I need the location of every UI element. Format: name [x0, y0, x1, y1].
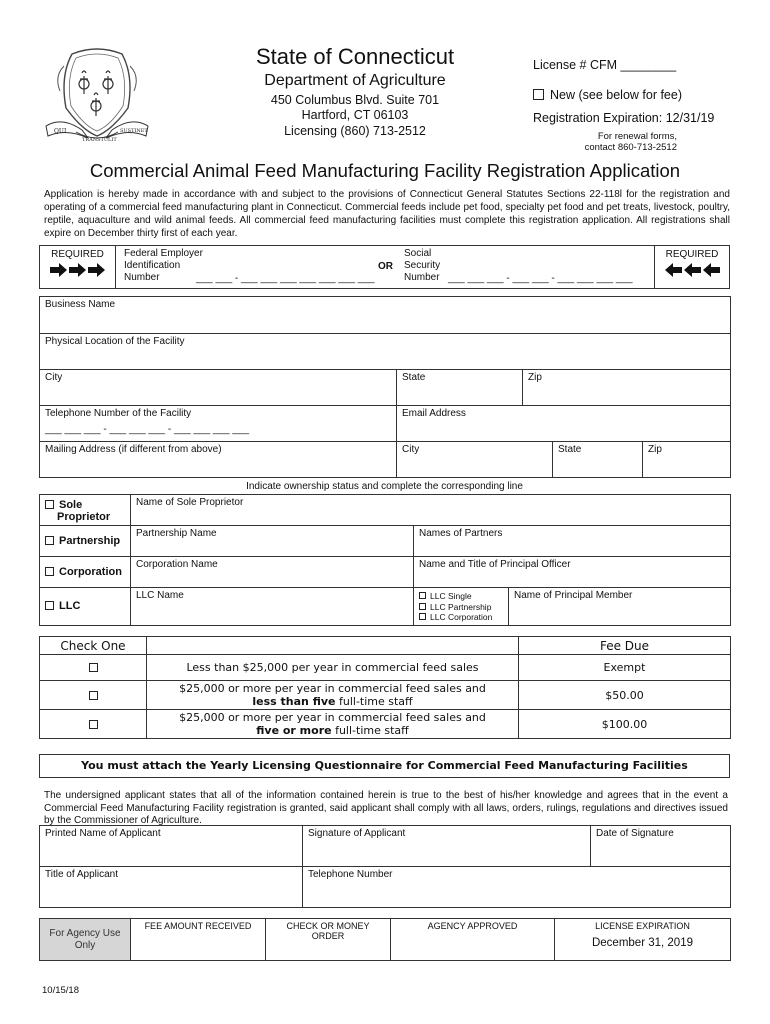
- applicant-telephone-field[interactable]: [303, 867, 731, 908]
- llc-corporation-checkbox[interactable]: [419, 613, 426, 620]
- zip-label: Zip: [528, 372, 542, 383]
- printed-name-field[interactable]: [40, 826, 303, 867]
- fee-row-3-desc-line1: $25,000 or more per year in commercial feed sales and: [179, 711, 486, 724]
- agency-use-line-2: Only: [74, 939, 96, 951]
- signature-field[interactable]: [303, 826, 591, 867]
- llc-type-options: [414, 588, 509, 626]
- fee-row-3-amount: $100.00: [519, 710, 731, 739]
- fee-row-3-description: [147, 710, 519, 739]
- fee-received-label: FEE AMOUNT RECEIVED: [144, 921, 252, 931]
- corporation-label: Corporation: [59, 566, 122, 578]
- fee-row-2-desc-rest: full-time staff: [335, 695, 413, 708]
- physical-location-field[interactable]: [40, 334, 731, 370]
- physical-location-label: Physical Location of the Facility: [45, 336, 185, 347]
- id-number-row: [39, 245, 730, 289]
- registration-expiration: Registration Expiration: 12/31/19: [533, 111, 715, 125]
- ssn-label-1: Social: [404, 248, 432, 259]
- renewal-note: [533, 131, 677, 153]
- llc-name-label: LLC Name: [136, 590, 184, 601]
- fee-row-3-desc-line2: [151, 724, 514, 737]
- agency-use-line-1: For Agency Use: [49, 927, 121, 939]
- license-number-field[interactable]: License # CFM ________: [533, 58, 677, 72]
- arrow-right-icons: [40, 263, 115, 282]
- fee-row-3-desc-bold: five or more: [256, 724, 332, 737]
- fee-table: [39, 636, 731, 739]
- new-registration-label: New (see below for fee): [550, 88, 683, 102]
- partnership-option[interactable]: [40, 526, 131, 557]
- mailing-zip-field[interactable]: [643, 442, 731, 478]
- sole-proprietor-checkbox[interactable]: [45, 500, 54, 509]
- fein-label-2: Identification: [124, 260, 181, 271]
- corporation-option[interactable]: [40, 557, 131, 588]
- applicant-telephone-label: Telephone Number: [308, 869, 393, 880]
- agency-use-table: [39, 918, 731, 961]
- fee-row-1-amount: Exempt: [519, 655, 731, 681]
- applicant-title-label: Title of Applicant: [45, 869, 119, 880]
- check-money-order-field: [266, 919, 391, 961]
- fee-row-1-checkbox[interactable]: [89, 663, 98, 672]
- fee-row-2-description: [147, 681, 519, 710]
- principal-member-label: Name of Principal Member: [514, 590, 633, 601]
- ssn-label-2: Security: [404, 260, 441, 271]
- fee-row-2-desc-bold: less than five: [252, 695, 336, 708]
- sole-proprietor-name-field[interactable]: [131, 495, 731, 526]
- form-title: Commercial Animal Feed Manufacturing Facility Registration Application: [89, 160, 681, 181]
- fein-label-3: Number: [124, 272, 160, 283]
- llc-checkbox[interactable]: [45, 601, 54, 610]
- ssn-label-3: Number: [404, 272, 440, 283]
- or-label: OR: [378, 261, 393, 272]
- svg-text:SUSTINET: SUSTINET: [120, 128, 148, 134]
- printed-name-label: Printed Name of Applicant: [45, 828, 161, 839]
- fee-row-2-desc-line2: [151, 695, 514, 708]
- sole-proprietor-name-label: Name of Sole Proprietor: [136, 497, 244, 508]
- signature-date-label: Date of Signature: [596, 828, 674, 839]
- ownership-instruction: Indicate ownership status and complete the corresponding line: [246, 481, 523, 492]
- attach-notice: You must attach the Yearly Licensing Questionnaire for Commercial Feed Manufacturing Facilities: [39, 754, 730, 778]
- facility-info-table: [39, 296, 731, 478]
- licensing-phone: Licensing (860) 713-2512: [284, 124, 426, 138]
- state-seal: [42, 46, 152, 146]
- email-label: Email Address: [402, 408, 466, 419]
- new-registration-checkbox[interactable]: [533, 89, 544, 100]
- fee-row-3-checkbox[interactable]: [89, 720, 98, 729]
- form-revision-date: 10/15/18: [42, 985, 79, 996]
- partnership-label: Partnership: [59, 535, 121, 547]
- corporation-checkbox[interactable]: [45, 567, 54, 576]
- llc-single-checkbox[interactable]: [419, 592, 426, 599]
- llc-corporation-label: LLC Corporation: [430, 612, 493, 622]
- check-one-header: Check One: [40, 637, 147, 655]
- city-label: City: [45, 372, 63, 383]
- intro-paragraph: Application is hereby made in accordance with and subject to the provisions of Connecticut General Statutes Sections 22-118l for the registration and operating of a commercial feed manufacturing plant in Connecticut. Commercial feeds include pet food, specialty pet food and pet treats, livestock, poultry, reptile, aquaculture and wild animal feeds. All commercial feed manufacturing facilities must complete this registration application. All registrations shall expire on December thirty first of each year.: [44, 189, 730, 239]
- principal-member-field[interactable]: [509, 588, 731, 626]
- ownership-table: [39, 494, 731, 626]
- llc-corporation-option[interactable]: [419, 612, 503, 623]
- arrow-left-icons: [655, 263, 729, 282]
- agency-approved-field: [391, 919, 555, 961]
- renewal-line-1: For renewal forms,: [597, 131, 677, 142]
- license-expiration-value: December 31, 2019: [591, 937, 693, 949]
- department-title: Department of Agriculture: [264, 72, 446, 89]
- mailing-address-label: Mailing Address (if different from above): [45, 444, 222, 455]
- check-money-order-label: CHECK OR MONEY ORDER: [286, 921, 370, 941]
- mailing-state-label: State: [558, 444, 582, 455]
- address-line-2: Hartford, CT 06103: [301, 108, 409, 122]
- fee-row-2-amount: $50.00: [519, 681, 731, 710]
- partners-names-label: Names of Partners: [419, 528, 503, 539]
- mailing-city-field[interactable]: [397, 442, 553, 478]
- partnership-checkbox[interactable]: [45, 536, 54, 545]
- llc-name-field[interactable]: [131, 588, 414, 626]
- signature-date-field[interactable]: [591, 826, 731, 867]
- llc-single-label: LLC Single: [430, 591, 472, 601]
- ssn-input[interactable]: ___ ___ ___ - ___ ___ - ___ ___ ___ ___: [448, 273, 633, 284]
- mailing-address-field[interactable]: [40, 442, 397, 478]
- agency-use-label: [40, 919, 131, 961]
- business-name-label: Business Name: [45, 299, 116, 310]
- principal-officer-label: Name and Title of Principal Officer: [419, 559, 571, 570]
- state-label: State: [402, 372, 426, 383]
- signature-table: [39, 825, 731, 908]
- telephone-label: Telephone Number of the Facility: [45, 408, 192, 419]
- corporation-name-label: Corporation Name: [136, 559, 218, 570]
- telephone-input[interactable]: ___ ___ ___ - ___ ___ ___ - ___ ___ ___ ___: [45, 424, 250, 435]
- license-expiration-label: LICENSE EXPIRATION: [595, 921, 690, 931]
- telephone-field[interactable]: [40, 406, 397, 442]
- license-expiration-field: [555, 919, 731, 961]
- certification-paragraph: The undersigned applicant states that all of the information contained herein is true to the best of his/her knowledge and agrees that in the event a Commercial Feed Manufacturing Facility registration is granted, said applicant shall comply with all laws, orders, rulings, regulations and directives issued by the Commissioner of Agriculture.: [44, 790, 728, 826]
- partners-names-field[interactable]: [414, 526, 731, 557]
- renewal-line-2: contact 860-713-2512: [584, 142, 677, 153]
- fee-row-1-description: Less than $25,000 per year in commercial feed sales: [147, 655, 519, 681]
- sole-proprietor-label-1: Sole: [59, 499, 83, 511]
- address-line-1: 450 Columbus Blvd. Suite 701: [270, 93, 440, 107]
- svg-text:TRANSTULIT: TRANSTULIT: [82, 137, 117, 143]
- fee-row-2-check[interactable]: [40, 681, 147, 710]
- signature-label: Signature of Applicant: [308, 828, 406, 839]
- mailing-zip-label: Zip: [648, 444, 662, 455]
- fein-input[interactable]: ___ ___ - ___ ___ ___ ___ ___ ___ ___: [196, 273, 375, 284]
- fee-row-2-checkbox[interactable]: [89, 691, 98, 700]
- fee-row-3-check[interactable]: [40, 710, 147, 739]
- fein-label-1: Federal Employer: [124, 248, 203, 259]
- required-right-label: REQUIRED: [665, 249, 719, 260]
- fee-received-field: [131, 919, 266, 961]
- state-field[interactable]: [397, 370, 523, 406]
- fee-row-2-desc-line1: $25,000 or more per year in commercial feed sales and: [179, 682, 486, 695]
- city-field[interactable]: [40, 370, 397, 406]
- email-field[interactable]: [397, 406, 731, 442]
- fee-row-1-check[interactable]: [40, 655, 147, 681]
- llc-partnership-option[interactable]: [419, 602, 503, 613]
- llc-partnership-label: LLC Partnership: [430, 601, 492, 612]
- llc-partnership-checkbox[interactable]: [419, 603, 426, 610]
- mailing-state-field[interactable]: [553, 442, 643, 478]
- applicant-title-field[interactable]: [40, 867, 303, 908]
- sole-proprietor-option[interactable]: [40, 495, 131, 526]
- fee-due-header: Fee Due: [519, 637, 731, 655]
- state-title: State of Connecticut: [255, 44, 455, 69]
- business-name-field[interactable]: [40, 297, 731, 334]
- sole-proprietor-label-2: Proprietor: [57, 511, 111, 523]
- agency-approved-label: AGENCY APPROVED: [427, 921, 518, 931]
- llc-option[interactable]: [40, 588, 131, 626]
- mailing-city-label: City: [402, 444, 420, 455]
- fee-row-3-desc-rest: full-time staff: [331, 724, 409, 737]
- new-registration-option[interactable]: [533, 88, 743, 102]
- zip-field[interactable]: [523, 370, 731, 406]
- svg-text:QUI: QUI: [54, 128, 67, 135]
- partnership-name-label: Partnership Name: [136, 528, 217, 539]
- llc-single-option[interactable]: [419, 591, 503, 602]
- required-left-label: REQUIRED: [51, 249, 104, 260]
- corporation-name-field[interactable]: [131, 557, 414, 588]
- fee-description-header: [147, 637, 519, 655]
- llc-label: LLC: [59, 600, 81, 613]
- partnership-name-field[interactable]: [131, 526, 414, 557]
- principal-officer-field[interactable]: [414, 557, 731, 588]
